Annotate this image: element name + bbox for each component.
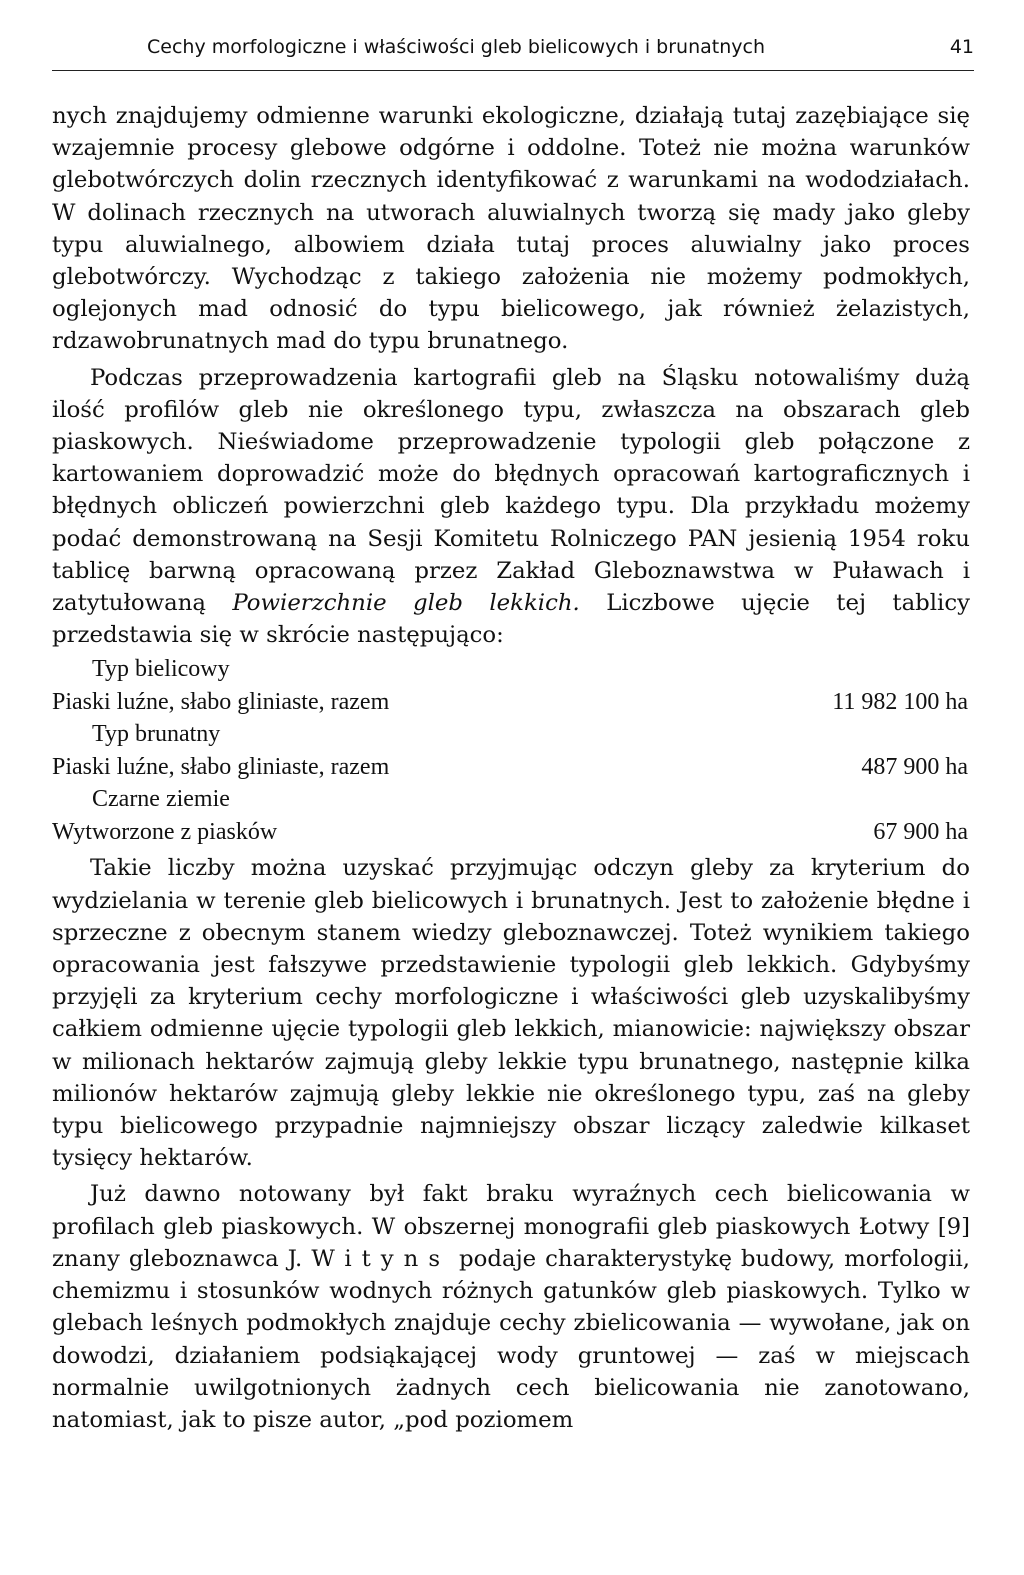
page-number: 41	[949, 36, 974, 58]
paragraph-3: Takie liczby można uzyskać przyjmując odczyn gleby za kryterium do wydzielania w terenie gleb bielicowych i brunatnych. Jest to założenie błędne i sprzeczne z obecnym stanem wiedzy gleboznawczej. Toteż wynikiem takiego opracowania jest fałszywe przedstawienie typologii gleb lekkich. Gdybyśmy przyjęli za kryterium cechy morfologiczne i właściwości gleb uzyskalibyśmy całkiem odmienne ujęcie typologii gleb lekkich, mianowicie: największy obszar w milionach hektarów zajmują gleby lekkie typu brunatnego, następnie kilka milionów hektarów zajmują gleby lekkie nie określonego typu, zaś na gleby typu bielicowego przypadnie najmniejszy obszar liczący zaledwie kilkaset tysięcy hektarów.	[52, 855, 970, 1172]
paragraph-2-text: Podczas przeprowadzenia kartografii gleb na Śląsku notowaliśmy dużą ilość profilów gleb nie określonego typu, zwłaszcza na obszarach gleb piaskowych. Nieświadome przeprowadzenie typologii gleb połączone z kartowaniem doprowadzić może do błędnych opracowań kartograficznych i błędnych obliczeń powierzchni gleb każdego typu. Dla przykładu możemy podać demonstrowaną na Sesji Komitetu Rolniczego PAN jesienią 1954 roku tablicę barwną opracowaną przez Zakład Gleboznawstwa w Puławach i zatytułowaną	[52, 364, 970, 617]
table-row-value: 11 982 100 ha	[832, 688, 968, 715]
paragraph-2-tail: Liczbowe ujęcie tej tablicy przedstawia się w skrócie następująco:	[52, 590, 970, 649]
paragraph-1: nych znajdujemy odmienne warunki ekologiczne, działają tutaj zazębiające się wzajemnie procesy glebowe odgórne i oddolne. Toteż nie można warunków glebotwórczych dolin rzecznych identyfikować z warunkami na wododziałach. W dolinach rzecznych na utworach aluwialnych tworzą się mady jako gleby typu aluwialnego, albowiem działa tutaj proces aluwialny jako proces glebotwórczy. Wychodząc z takiego założenia nie możemy podmokłych, oglejonych mad odnosić do typu bielicowego, jak również żelazistych, rdzawobrunatnych mad do typu brunatnego.	[52, 103, 970, 355]
table-row-value: 487 900 ha	[861, 753, 968, 780]
table-row-label: Piaski luźne, słabo gliniaste, razem	[52, 688, 390, 715]
paragraph-4-text: Już dawno notowany był fakt braku wyraźnych cech bielicowania w profilach gleb piaskowych. W obszernej monografii gleb piaskowych Łotwy [9] znany gleboznawca J.	[52, 1181, 970, 1272]
author-name-spaced: Wityns	[311, 1245, 451, 1272]
table-row	[52, 816, 970, 849]
table-row-label: Piaski luźne, słabo gliniaste, razem	[52, 753, 390, 780]
table-category: Typ bielicowy	[92, 656, 230, 683]
running-header	[52, 34, 974, 71]
page-body	[52, 100, 970, 1436]
table-row-label: Wytworzone z piasków	[52, 818, 278, 845]
table-title-italic: Powierzchnie gleb lekkich.	[232, 590, 580, 617]
soil-area-table	[52, 653, 970, 848]
table-category: Typ brunatny	[92, 721, 221, 748]
running-title: Cechy morfologiczne i właściwości gleb bielicowych i brunatnych	[147, 36, 766, 58]
paragraph-4-tail: podaje charakterystykę budowy, morfologii, chemizmu i stosunków wodnych różnych gatunków gleb piaskowych. Tylko w glebach leśnych podmokłych znajduje cechy zbielicowania — wywołane, jak on dowodzi, działaniem podsiąkającej wody gruntowej — zaś w miejscach normalnie uwilgotnionych żadnych cech bielicowania nie zanotowano, natomiast, jak to pisze autor, „pod poziomem	[52, 1245, 970, 1433]
table-category: Czarne ziemie	[92, 786, 230, 813]
table-row-value: 67 900 ha	[873, 818, 968, 845]
table-row	[52, 751, 970, 784]
table-row	[52, 686, 970, 719]
paragraph-2	[52, 362, 970, 652]
paragraph-4	[52, 1178, 970, 1436]
